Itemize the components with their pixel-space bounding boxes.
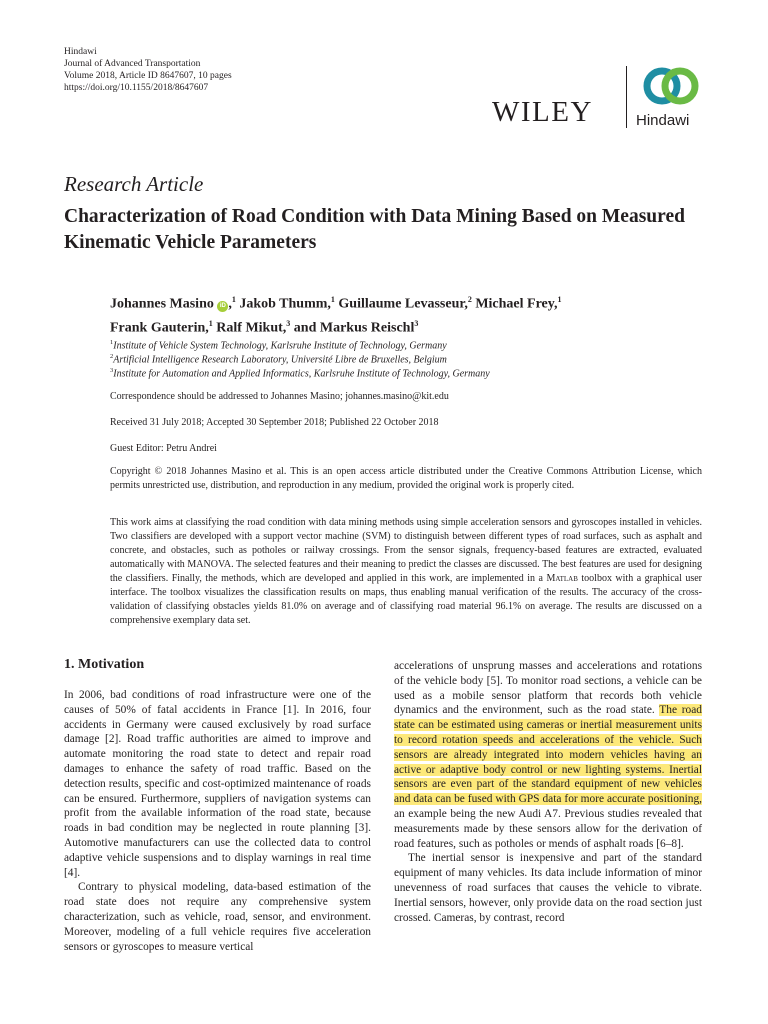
author-name: Ralf Mikut (216, 320, 283, 336)
author-name: Frank Gauterin (110, 320, 206, 336)
affiliation: $^3$Institute for Automation and Applied Informatics, Karlsruhe Institute of Technology, Germany (110, 367, 490, 380)
publication-dates: Received 31 July 2018; Accepted 30 September 2018; Published 22 October 2018 (110, 417, 439, 428)
article-type: Research Article (64, 172, 204, 196)
author-name: Guillaume Levasseur (338, 296, 465, 312)
author-list: Johannes Masino iD ,$^1$ Jakob Thumm,$^1$ Guillaume Levasseur,$^2$ Michael Frey,$^1$ Frank Gauterin,$^1$ Ralf Mikut,$^3$ and Markus Reischl$^3$ (110, 295, 562, 336)
section-heading: 1. Motivation (64, 657, 145, 672)
wiley-logo: WILEY (492, 96, 593, 128)
hindawi-logo-text: Hindawi (636, 112, 690, 129)
paragraph: In 2006, bad conditions of road infrastructure were one of the causes of 50% of fatal accidents in France [1]. In 2016, four accidents in Germany were caused exclusively by road surface damage [2]. Road traffic authorities are aimed to improve and automate monitoring the road state to detect and repair road damages to enhance the safety of road traffic. Based on the detection results, specific and cost-optimized maintenance of roads can be ensured. Furthermore, suppliers of navigation systems can profit from the available information of the road state, because roads in bad condition may be neglected in route planning [3]. Automotive manufacturers can use the collected data to control adaptive vehicle suspensions and to display warnings in real time [4]. (64, 689, 371, 879)
left-column (64, 688, 371, 954)
publisher-name: Hindawi (64, 47, 97, 57)
correspondence: Correspondence should be addressed to Johannes Masino; johannes.masino@kit.edu (110, 391, 449, 402)
affiliation: $^2$Artificial Intelligence Research Laboratory, Université Libre de Bruxelles, Belgium (110, 353, 447, 366)
author-name: Markus Reischl (319, 320, 415, 336)
journal-header (64, 46, 232, 94)
journal-name: Journal of Advanced Transportation (64, 59, 201, 69)
paragraph: accelerations of unsprung masses and accelerations and rotations of the vehicle body [5]. To monitor road sections, a vehicle can be used as a mobile sensor platform that records both vehicle dynamics and the environment, such as the road state. The road state can be estimated using cameras or inertial measurement units to record rotation speeds and accelerations of the vehicle. Such sensors are already integrated into modern vehicles having an active or adaptive body control or new lighting systems. Inertial sensors are even part of the standard equipment of new vehicles and data can be fused with GPS data for more accurate positioning, an example being the new Audi A7. Previous studies revealed that measurements made by these sensors allow for the derivation of road features, such as potholes or mends of asphalt roads [6–8]. (394, 660, 703, 850)
author-name: Jakob Thumm (239, 296, 328, 312)
right-column (394, 659, 702, 925)
author-name: Michael Frey (475, 296, 554, 312)
doi-link[interactable]: https://doi.org/10.1155/2018/8647607 (64, 83, 209, 93)
copyright-notice: Copyright © 2018 Johannes Masino et al. This is an open access article distributed under the Creative Commons Attribution License, which permits unrestricted use, distribution, and reproduction in any medium, provided the original work is properly cited. (110, 466, 702, 491)
author-name: Johannes Masino (110, 296, 214, 312)
paragraph: The inertial sensor is inexpensive and part of the standard equipment of many vehicles. Its data include information of minor unevenness of road surfaces that causes the vehicle to vibrate. Inertial sensors, however, only provide data on the road section just crossed. Cameras, by contrast, record (394, 852, 702, 924)
hindawi-logo-icon (640, 64, 702, 108)
abstract: This work aims at classifying the road condition with data mining methods using simple acceleration sensors and gyroscopes installed in vehicles. Two classifiers are developed with a support vector machine (SVM) to distinguish between different types of road surfaces, such as asphalt and concrete, and obstacles, such as potholes or railway crossings. From the sensor signals, frequency-based features are extracted, evaluated automatically with MANOVA. The selected features and their meaning to predict the classes are discussed. The best features are used for designing the classifiers. Finally, the methods, which are developed and applied in this work, are implemented in a Matlab toolbox with a graphical user interface. The toolbox visualizes the classification results on maps, thus enabling manual verification of the results. The accuracy of the cross-validation of classifying obstacles yields 81.0% on average and of classifying road material 96.1% on average. The results are discussed on a comprehensive exemplary data set. (110, 517, 703, 626)
guest-editor: Guest Editor: Petru Andrei (110, 443, 217, 454)
highlighted-text[interactable]: The road state can be estimated using cameras or inertial measurement units to record rotation speeds and accelerations of the vehicle. Such sensors are already integrated into modern vehicles having an active or adaptive body control or new lighting systems. Inertial sensors are even part of the standard equipment of new vehicles and data can be fused with GPS data for more accurate positioning, (394, 704, 703, 806)
paragraph: Contrary to physical modeling, data-based estimation of the road state does not require any comprehensive system characterization, such as vehicle, road, sensor, and environment. Moreover, modeling of a full vehicle requires five acceleration sensors or gyroscopes to measure vertical (64, 881, 371, 953)
volume-info: Volume 2018, Article ID 8647607, 10 pages (64, 71, 232, 81)
article-title: Characterization of Road Condition with Data Mining Based on Measured Kinematic Vehicle Parameters (64, 206, 685, 253)
affiliation: $^1$Institute of Vehicle System Technology, Karlsruhe Institute of Technology, Germany (110, 339, 447, 352)
logo-divider (626, 66, 627, 128)
orcid-icon[interactable]: iD (217, 301, 228, 312)
